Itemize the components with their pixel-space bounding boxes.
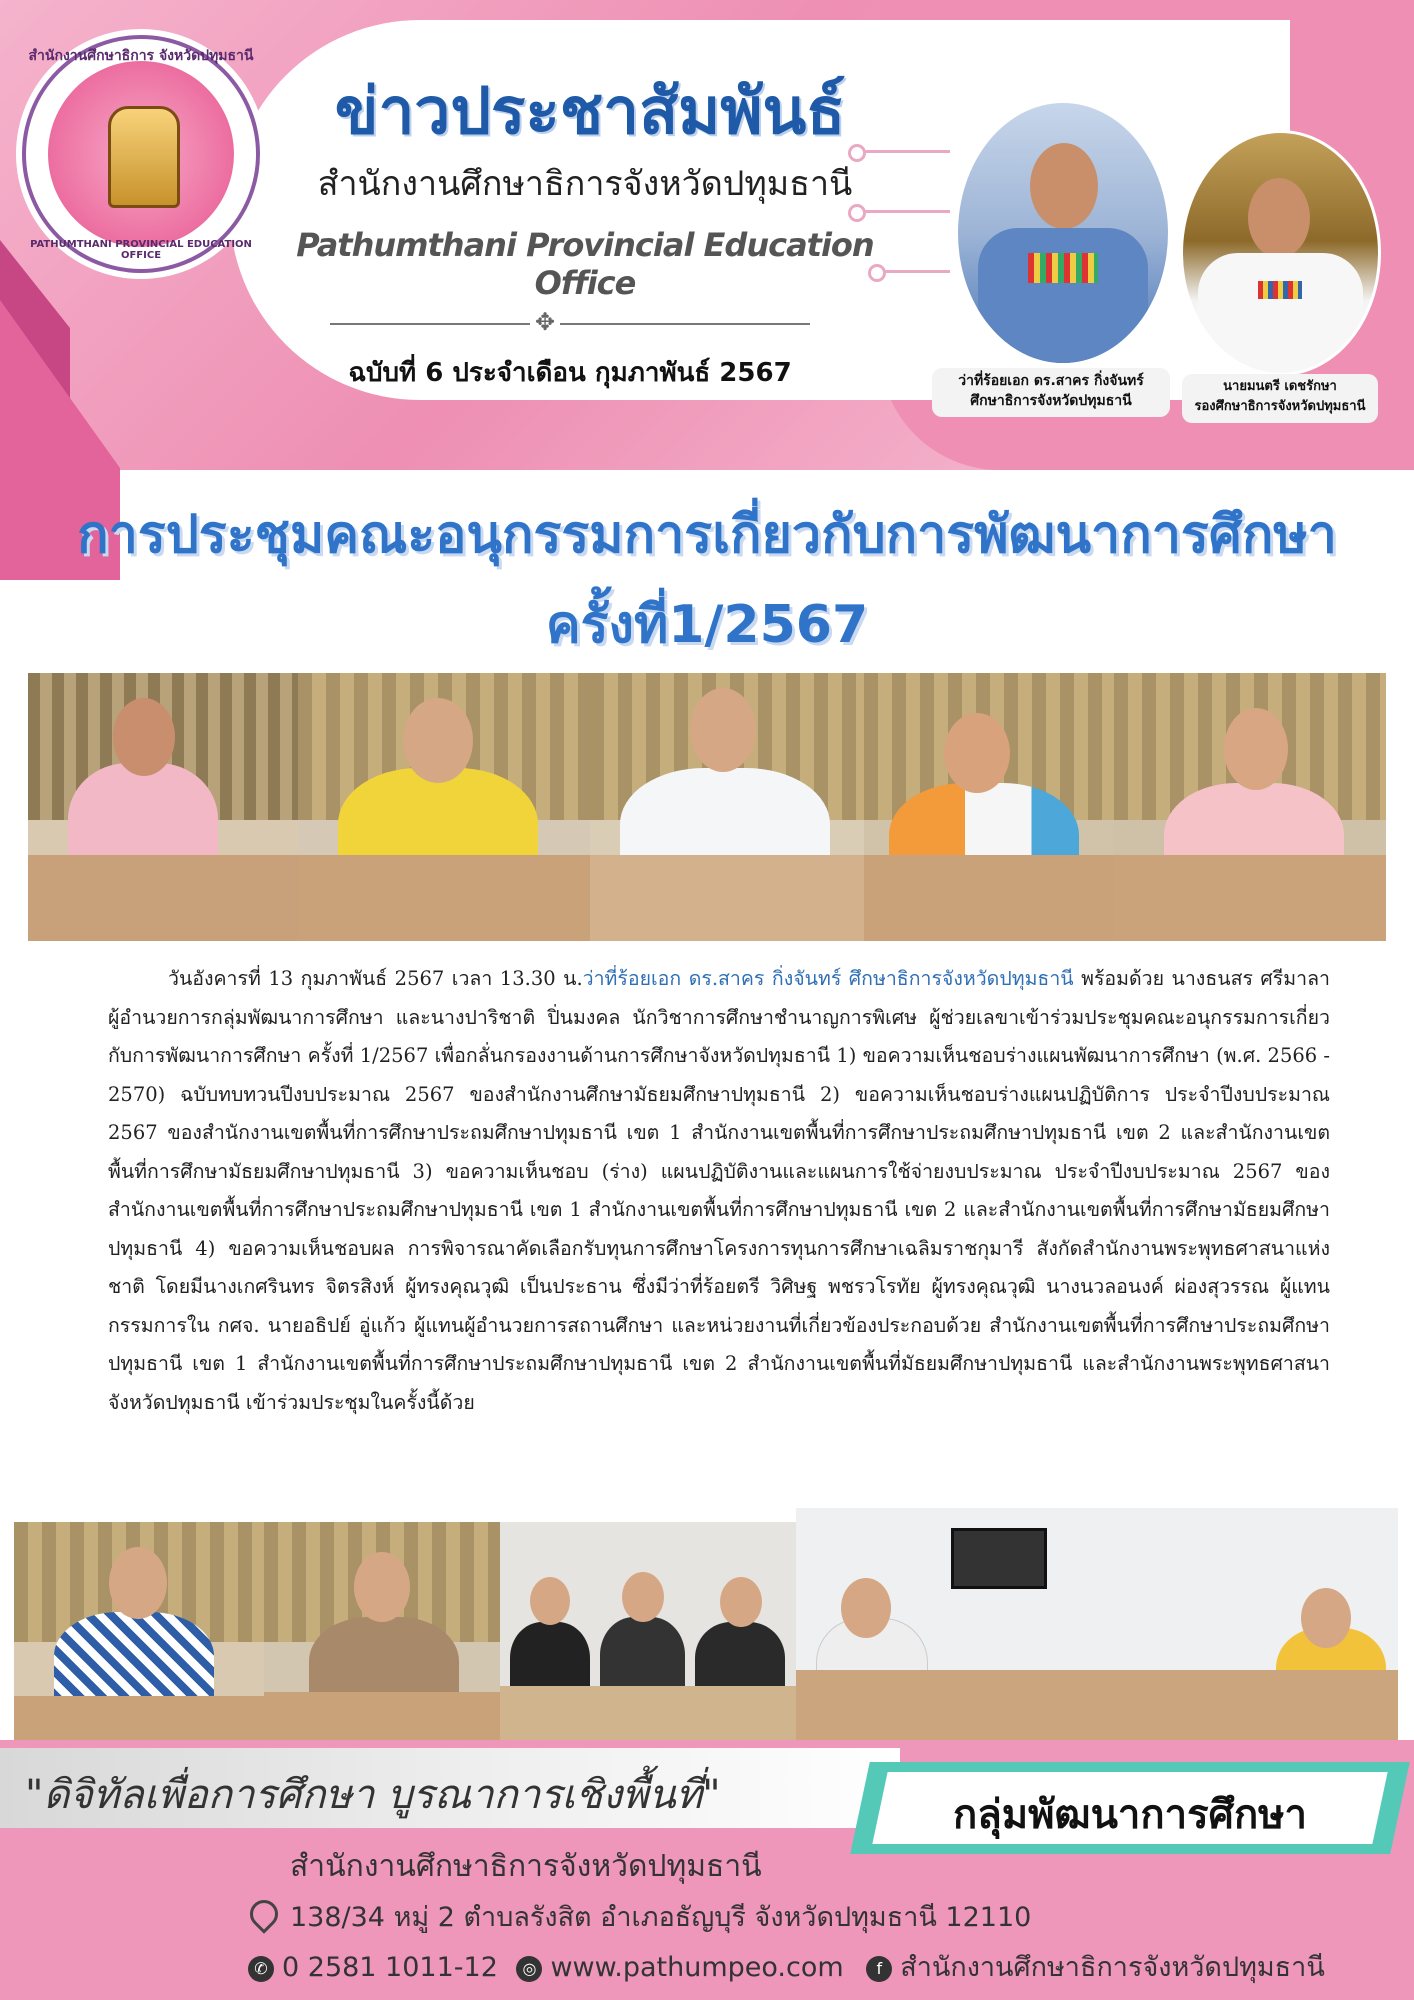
ornament-icon: ✥ <box>530 308 560 336</box>
office-name-en: Pathumthani Provincial Education Office <box>296 226 874 302</box>
official-photo-1 <box>955 100 1171 366</box>
footer-facebook[interactable]: สำนักงานศึกษาธิการจังหวัดปทุมธานี <box>900 1952 1325 1983</box>
body-text: พร้อมด้วย นางธนสร ศรีมาลา ผู้อำนวยการกลุ่มพัฒนาการศึกษา และนางปาริชาติ ปิ่นมงคล นักวิชาการศึกษาชำนาญการพิเศษ ผู้ช่วยเลขาเข้าร่วมประชุมคณะอนุกรรมการเกี่ยวกับการพัฒนาการศึกษา ครั้งที่ 1/2567 เพื่อกลั่นกรองงานด้านการศึกษาจังหวัดปทุมธานี 1) ขอความเห็นชอบร่างแผนพัฒนาการศึกษา (พ.ศ. 2566 - 2570) ฉบับทบทวนปีงบประมาณ 2567 ของสำนักงานศึกษามัธยมศึกษาปทุมธานี 2) ขอความเห็นชอบร่างแผนปฏิบัติการ ประจำปีงบประมาณ 2567 ของสำนักงานเขตพื้นที่การศึกษาประถมศึกษาปทุมธานี เขต 1 สำนักงานเขตพื้นที่การศึกษาประถมศึกษาปทุมธานี เขต 2 และสำนักงานเขตพื้นที่การศึกษามัธยมศึกษาปทุมธานี 3) ขอความเห็นชอบ (ร่าง) แผนปฏิบัติงานและแผนการใช้จ่ายงบประมาณ ประจำปีงบประมาณ 2567 ของสำนักงานเขตพื้นที่การศึกษาประถมศึกษาปทุมธานี เขต 1 สำนักงานเขตพื้นที่การศึกษาปทุมธานี เขต 2 และสำนักงานเขตพื้นที่การศึกษามัธยมศึกษาปทุมธานี 4) ขอความเห็นชอบผล การพิจารณาคัดเลือกรับทุนการศึกษาโครงการทุนการศึกษาเฉลิมราชกุมารี สังกัดสำนักงานพระพุทธศาสนาแห่งชาติ โดยมีนางเกศรินทร จิตรสิงห์ ผู้ทรงคุณวุฒิ เป็นประธาน ซึ่งมีว่าที่ร้อยตรี วิศิษฐ พชรวโรทัย ผู้ทรงคุณวุฒิ นางนวลอนงค์ ผ่องสุวรรณ ผู้แทนกรรมการใน กศจ. นายอธิปย์ อู่แก้ว ผู้แทนผู้อำนวยการสถานศึกษา และหน่วยงานที่เกี่ยวข้องประกอบด้วย สำนักงานเขตพื้นที่การศึกษาประถมศึกษาปทุมธานี เขต 1 สำนักงานเขตพื้นที่การศึกษาประถมศึกษาปทุมธานี เขต 2 สำนักงานเขตพื้นที่มัธยมศึกษาปทุมธานี และสำนักงานพระพุทธศาสนาจังหวัดปทุมธานี เข้าร่วมประชุมในครั้งนี้ด้วย <box>108 967 1330 1414</box>
logo-seal-icon <box>108 106 180 208</box>
official-caption-2: นายมนตรี เดชรักษา รองศึกษาธิการจังหวัดปทุมธานี <box>1182 374 1378 423</box>
logo-text-bottom: PATHUMTHANI PROVINCIAL EDUCATION OFFICE <box>30 239 252 261</box>
slogan: "ดิจิทัลเพื่อการศึกษา บูรณาการเชิงพื้นที่" <box>25 1772 721 1818</box>
headline-line-2: ครั้งที่1/2567 <box>545 595 869 655</box>
meeting-photo <box>298 673 590 941</box>
news-body <box>108 960 1330 1422</box>
meeting-photo <box>864 673 1114 941</box>
footer-address: 138/34 หมู่ 2 ตำบลรังสิต อำเภอธัญบุรี จังหวัดปทุมธานี 12110 <box>290 1902 1032 1933</box>
meeting-photo <box>796 1508 1398 1740</box>
footer-office: สำนักงานศึกษาธิการจังหวัดปทุมธานี <box>290 1849 762 1884</box>
meeting-photo <box>264 1522 500 1740</box>
body-highlight: ว่าที่ร้อยเอก ดร.สาคร กิ่งจันทร์ ศึกษาธิการจังหวัดปทุมธานี <box>582 967 1074 990</box>
office-name-th: สำนักงานศึกษาธิการจังหวัดปทุมธานี <box>317 164 853 204</box>
office-logo <box>22 35 260 273</box>
issue-info: ฉบับที่ 6 ประจำเดือน กุมภาพันธ์ 2567 <box>348 358 792 388</box>
meeting-photo <box>28 673 298 941</box>
meeting-photo <box>500 1522 796 1740</box>
facebook-icon: f <box>866 1956 892 1982</box>
headline-line-1: การประชุมคณะอนุกรรมการเกี่ยวกับการพัฒนาการศึกษา <box>77 505 1337 565</box>
phone-icon: ✆ <box>248 1956 274 1982</box>
logo-emblem <box>48 61 234 247</box>
news-headline <box>40 490 1374 670</box>
circuit-line <box>860 210 950 213</box>
body-intro: วันอังคารที่ 13 กุมภาพันธ์ 2567 เวลา 13.30 น. <box>168 967 583 990</box>
globe-icon: ◎ <box>516 1956 542 1982</box>
footer-website[interactable]: www.pathumpeo.com <box>550 1952 844 1983</box>
logo-text-top: สำนักงานศึกษาธิการ จังหวัดปทุมธานี <box>28 48 254 64</box>
official-caption-1: ว่าที่ร้อยเอก ดร.สาคร กิ่งจันทร์ ศึกษาธิการจังหวัดปทุมธานี <box>932 368 1170 417</box>
group-name: กลุ่มพัฒนาการศึกษา <box>952 1792 1307 1838</box>
meeting-photo <box>1114 673 1386 941</box>
meeting-photo <box>590 673 864 941</box>
footer-contact <box>248 1945 1372 1988</box>
footer-phone: 0 2581 1011-12 <box>282 1952 498 1983</box>
newsletter-title: ข่าวประชาสัมพันธ์ <box>334 75 846 149</box>
meeting-photo <box>14 1522 264 1740</box>
header-divider <box>330 323 810 325</box>
official-photo-2 <box>1180 130 1381 376</box>
